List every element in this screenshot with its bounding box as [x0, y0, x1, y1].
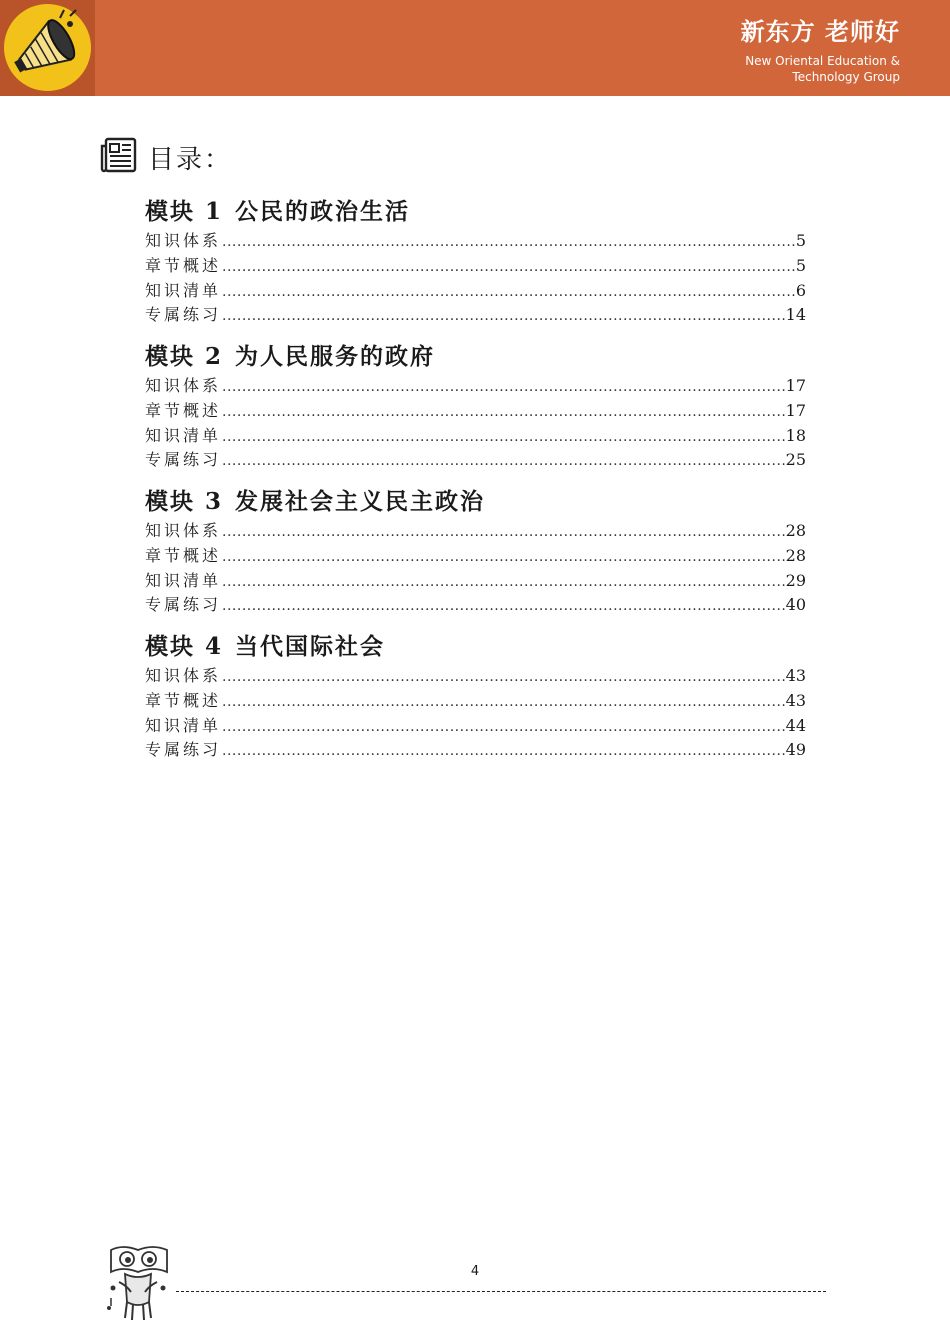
entry-page: 14 — [785, 305, 806, 325]
entry-page: 6 — [795, 280, 806, 300]
entry-label: 知识清单 — [145, 570, 222, 590]
entry-page: 49 — [785, 740, 806, 760]
module-heading[interactable] — [145, 195, 806, 229]
dot-leader — [222, 400, 785, 425]
entry-page: 29 — [785, 570, 806, 590]
toc-entry[interactable] — [145, 279, 806, 304]
entry-page: 18 — [785, 425, 806, 445]
page-number: 4 — [470, 1264, 480, 1279]
toc-title: 目录： — [148, 144, 233, 175]
toc-entry[interactable] — [145, 229, 806, 254]
newspaper-icon — [100, 136, 138, 178]
entry-label: 专属练习 — [145, 305, 222, 325]
entry-page: 25 — [785, 450, 806, 470]
toc-entry[interactable] — [145, 519, 806, 544]
entry-label: 章节概述 — [145, 255, 222, 275]
module-heading[interactable] — [145, 630, 806, 664]
module-title: 发展社会主义民主政治 — [235, 488, 486, 515]
toc-entry[interactable] — [145, 569, 806, 594]
module-number: 模块 1 — [145, 198, 224, 225]
toc-module — [145, 485, 806, 618]
toc-entry[interactable] — [145, 664, 806, 689]
module-title: 公民的政治生活 — [235, 198, 411, 225]
dot-leader — [222, 449, 785, 474]
module-number: 模块 4 — [145, 633, 224, 660]
dot-leader — [222, 280, 795, 305]
module-heading[interactable] — [145, 340, 806, 374]
entry-label: 专属练习 — [145, 450, 222, 470]
footer-divider — [176, 1291, 826, 1292]
brand-name-cn: 新东方 老师好 — [740, 18, 900, 46]
toc-entry[interactable] — [145, 303, 806, 328]
entry-label: 知识体系 — [145, 376, 222, 395]
dot-leader — [222, 594, 785, 619]
entry-page: 28 — [785, 545, 806, 565]
toc-module — [145, 340, 806, 473]
entry-page: 43 — [785, 690, 806, 710]
toc-entry[interactable] — [145, 254, 806, 279]
toc-entry[interactable] — [145, 399, 806, 424]
dot-leader — [222, 255, 795, 280]
brand-name-en — [741, 53, 900, 85]
entry-page: 17 — [785, 400, 806, 420]
dot-leader — [222, 304, 785, 329]
toc-entry[interactable] — [145, 448, 806, 473]
toc-entry[interactable] — [145, 374, 806, 399]
toc-module — [145, 630, 806, 763]
dot-leader — [222, 570, 785, 595]
entry-label: 章节概述 — [145, 545, 222, 565]
brand-name-en-line2: Technology Group — [792, 70, 900, 84]
owl-book-mascot-icon — [103, 1242, 173, 1326]
toc-entry[interactable] — [145, 424, 806, 449]
dot-leader — [222, 545, 785, 570]
entry-page: 5 — [795, 255, 806, 275]
dot-leader — [222, 739, 785, 764]
logo-panel — [0, 0, 95, 96]
entry-page: 40 — [785, 595, 806, 615]
brand-block — [741, 12, 900, 85]
module-number: 模块 2 — [145, 343, 224, 370]
entry-label: 章节概述 — [145, 690, 222, 710]
dot-leader — [222, 425, 785, 450]
brand-name-en-line1: New Oriental Education & — [745, 54, 900, 68]
entry-label: 章节概述 — [145, 400, 222, 420]
module-title: 当代国际社会 — [235, 633, 386, 660]
megaphone-icon — [4, 4, 91, 91]
dot-leader — [222, 715, 785, 740]
entry-label: 知识体系 — [145, 521, 222, 540]
entry-label: 知识清单 — [145, 280, 222, 300]
table-of-contents — [145, 195, 806, 775]
dot-leader — [222, 665, 785, 690]
toc-entry[interactable] — [145, 544, 806, 569]
entry-label: 知识体系 — [145, 231, 222, 250]
entry-label: 知识体系 — [145, 666, 222, 685]
module-title: 为人民服务的政府 — [235, 343, 436, 370]
dot-leader — [222, 230, 795, 255]
dot-leader — [222, 375, 785, 400]
entry-page: 17 — [785, 376, 806, 395]
module-heading[interactable] — [145, 485, 806, 519]
entry-page: 44 — [785, 715, 806, 735]
entry-page: 28 — [785, 521, 806, 540]
dot-leader — [222, 520, 785, 545]
entry-label: 知识清单 — [145, 715, 222, 735]
dot-leader — [222, 690, 785, 715]
module-number: 模块 3 — [145, 488, 224, 515]
entry-page: 43 — [785, 666, 806, 685]
toc-entry[interactable] — [145, 593, 806, 618]
page-header — [0, 0, 950, 96]
toc-entry[interactable] — [145, 689, 806, 714]
toc-module — [145, 195, 806, 328]
toc-entry[interactable] — [145, 738, 806, 763]
entry-label: 专属练习 — [145, 740, 222, 760]
entry-page: 5 — [795, 231, 806, 250]
entry-label: 专属练习 — [145, 595, 222, 615]
toc-heading — [100, 138, 232, 176]
entry-label: 知识清单 — [145, 425, 222, 445]
toc-entry[interactable] — [145, 714, 806, 739]
